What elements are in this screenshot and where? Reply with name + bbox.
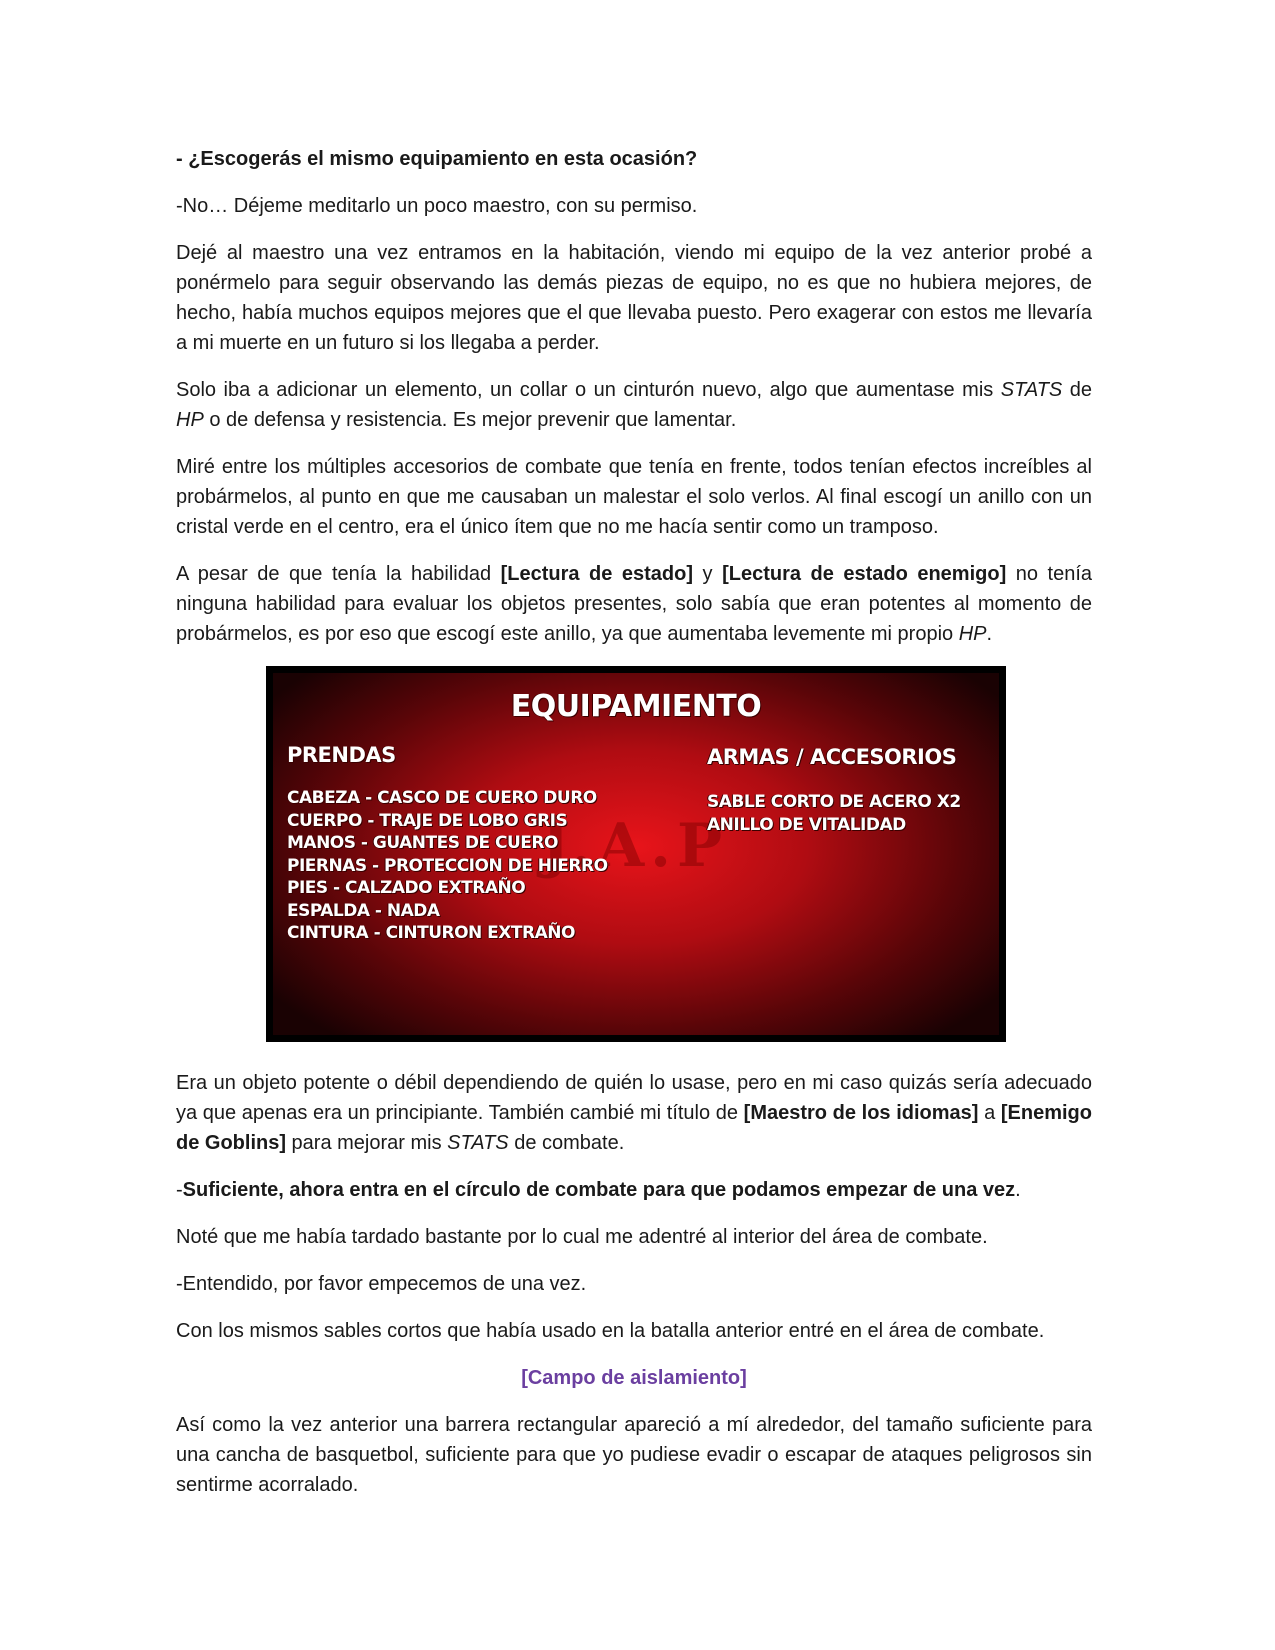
- paragraph-2: -No… Déjeme meditarlo un poco maestro, con su permiso.: [176, 195, 698, 217]
- paragraph-11: Con los mismos sables cortos que había usado en la batalla anterior entré en el área de combate.: [176, 1320, 1045, 1342]
- text-span: de combate.: [508, 1132, 625, 1154]
- text-span: .: [986, 623, 993, 645]
- text-span: para mejorar mis: [286, 1132, 448, 1154]
- text-span: de: [1062, 379, 1092, 401]
- weapons-column: [707, 745, 961, 836]
- skill-name: [Lectura de estado enemigo]: [722, 563, 1007, 585]
- italic-term: STATS: [1000, 379, 1063, 401]
- garments-column: [287, 743, 608, 945]
- equipment-figure: [266, 666, 1006, 1042]
- garment-item: PIERNAS - PROTECCION DE HIERRO: [287, 855, 608, 876]
- text-span: A pesar de que tenía la habilidad: [176, 563, 501, 585]
- weapon-item: ANILLO DE VITALIDAD: [707, 814, 906, 835]
- text-span: a: [978, 1102, 1001, 1124]
- paragraph-6: [176, 559, 1092, 649]
- text-span: no tenía ninguna habilidad para evaluar los objetos presentes, solo sabía que eran potentes al momento de probármelos, es por eso que escogí este anillo, ya que aumentaba levemente mi propio: [176, 563, 1092, 645]
- garment-item: PIES - CALZADO EXTRAÑO: [287, 878, 526, 898]
- text-span: y: [693, 563, 723, 585]
- text-span: Solo iba a adicionar un elemento, un collar o un cinturón nuevo, algo que aumentase mis: [176, 379, 1001, 401]
- watermark-text: J.A.P: [541, 811, 729, 881]
- garment-item: CINTURA - CINTURON EXTRAÑO: [287, 923, 575, 943]
- italic-term: HP: [176, 409, 204, 431]
- italic-term: HP: [958, 623, 987, 645]
- paragraph-5: Miré entre los múltiples accesorios de combate que tenía en frente, todos tenían efectos increíbles al probármelos, al punto en que me causaban un malestar el solo verlos. Al final escogí un anillo con un cristal verde en el centro, era el único ítem que no me hacía sentir como un tramposo.: [176, 456, 1092, 538]
- paragraph-13: Así como la vez anterior una barrera rectangular apareció a mí alrededor, del tamaño suficiente para una cancha de basquetbol, suficiente para que yo pudiese evadir o escapar de ataques peligrosos sin sentirme acorralado.: [176, 1414, 1092, 1496]
- paragraph-1: [176, 144, 1092, 174]
- paragraph-10: -Entendido, por favor empecemos de una vez.: [176, 1273, 587, 1295]
- paragraph-8: [176, 1175, 1092, 1205]
- text-span: Era un objeto potente o débil dependiendo de quién lo usase, pero en mi caso quizás sería adecuado ya que apenas era un principiante. También cambié mi título de: [176, 1072, 1092, 1124]
- garments-heading: PRENDAS: [287, 743, 396, 767]
- text-span: o de defensa y resistencia. Es mejor prevenir que lamentar.: [203, 409, 737, 431]
- text-span: .: [1015, 1179, 1021, 1201]
- paragraph-4: [176, 375, 1092, 435]
- weapon-item: SABLE CORTO DE ACERO X2: [707, 792, 961, 812]
- weapons-heading: ARMAS / ACCESORIOS: [707, 745, 957, 769]
- italic-term: STATS: [447, 1132, 509, 1154]
- paragraph-7: [176, 1068, 1092, 1158]
- skill-heading: [Campo de aislamiento]: [521, 1367, 747, 1389]
- document-page: [176, 144, 1092, 1517]
- figure-title: EQUIPAMIENTO: [510, 689, 762, 724]
- skill-name: [Lectura de estado]: [500, 563, 694, 585]
- garment-item: ESPALDA - NADA: [287, 900, 440, 921]
- text-span: -: [176, 1179, 183, 1201]
- garment-item: MANOS - GUANTES DE CUERO: [287, 833, 558, 853]
- dialogue-bold: Suficiente, ahora entra en el círculo de combate para que podamos empezar de una vez: [182, 1179, 1016, 1201]
- paragraph-9: Noté que me había tardado bastante por lo cual me adentré al interior del área de combate.: [176, 1226, 988, 1248]
- title-name: [Enemigo de Goblins]: [176, 1102, 1092, 1154]
- garment-item: CABEZA - CASCO DE CUERO DURO: [287, 788, 597, 808]
- equipment-panel: [273, 673, 999, 1035]
- dialogue-bold: - ¿Escogerás el mismo equipamiento en esta ocasión?: [176, 148, 698, 170]
- garment-item: CUERPO - TRAJE DE LOBO GRIS: [287, 810, 568, 831]
- paragraph-3: Dejé al maestro una vez entramos en la habitación, viendo mi equipo de la vez anterior probé a ponérmelo para seguir observando las demás piezas de equipo, no es que no hubiera mejores, de hecho, había muchos equipos mejores que el que llevaba puesto. Pero exagerar con estos me llevaría a mi muerte en un futuro si los llegaba a perder.: [176, 242, 1092, 354]
- title-name: [Maestro de los idiomas]: [743, 1102, 979, 1124]
